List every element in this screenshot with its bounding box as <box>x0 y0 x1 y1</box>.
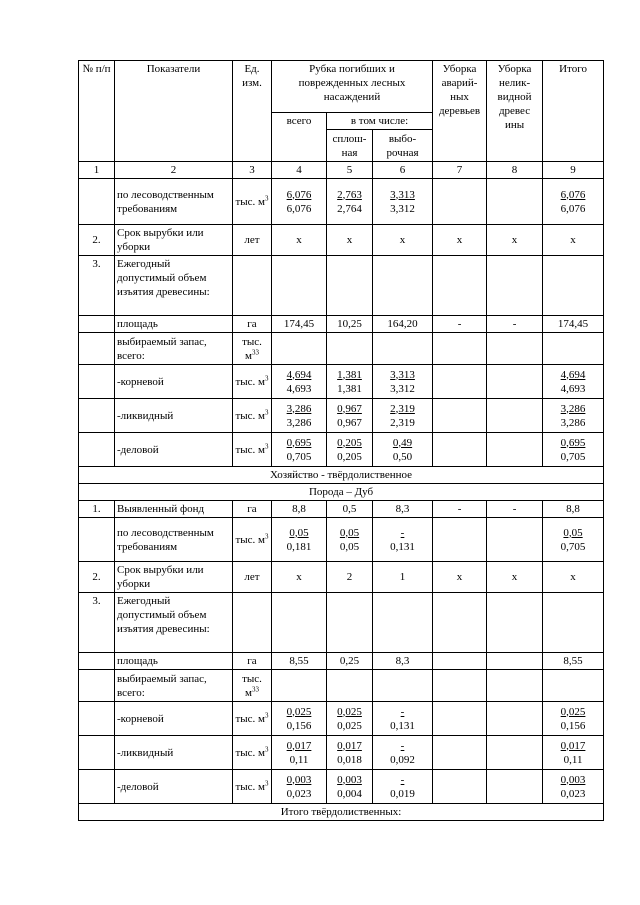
table-row: площадь га 8,55 0,25 8,3 8,55 <box>79 653 604 670</box>
table-row: по лесоводственным требованиям тыс. $м^3$ 0,05 0,181 0,05 0,05 - 0,131 0,05 0,705 <box>79 518 604 562</box>
header-illiquid: Уборка нелик-видной древес ины <box>487 61 543 162</box>
table-row: 2. Срок вырубки или уборки лет х х х х х х <box>79 225 604 256</box>
col-num-1: 1 <box>79 162 115 179</box>
col-num-4: 4 <box>272 162 327 179</box>
table-row: 2. Срок вырубки или уборки лет х 2 1 х х х <box>79 562 604 593</box>
header-indicators: Показатели <box>115 61 233 162</box>
table-row: 3. Ежегодный допустимый объем изъятия древесины: <box>79 256 604 316</box>
col-num-5: 5 <box>327 162 373 179</box>
header-num: № п/п <box>79 61 115 162</box>
table-row: -ликвидный тыс. $м^3$ 0,017 0,11 0,017 0,018 - 0,092 0,017 0,11 <box>79 736 604 770</box>
col-num-6: 6 <box>373 162 433 179</box>
col-num-2: 2 <box>115 162 233 179</box>
table-row: 1. Выявленный фонд га 8,8 0,5 8,3 - - 8,8 <box>79 501 604 518</box>
section-total: Итого твёрдолиственных: <box>79 804 604 821</box>
table-row: выбираемый запас, всего: тыс. $м^{33}$ <box>79 670 604 702</box>
section-farm-type: Хозяйство - твёрдолиственное <box>79 467 604 484</box>
table-row: выбираемый запас, всего: тыс. $м^{33}$ <box>79 333 604 365</box>
table-row: -деловой тыс. $м^3$ 0,003 0,023 0,003 0,004 - 0,019 0,003 0,023 <box>79 770 604 804</box>
table-row: площадь га 174,45 10,25 164,20 - - 174,45 <box>79 316 604 333</box>
table-row: -ликвидный тыс. $м^3$ 3,286 3,286 0,967 0,967 2,319 2,319 3,286 3,286 <box>79 399 604 433</box>
header-emergency: Уборка аварий-ных деревьев <box>433 61 487 162</box>
header-unit: Ед. изм. <box>233 61 272 162</box>
header-felling: Рубка погибших и поврежденных лесных насаждений <box>272 61 433 113</box>
header-total: Итого <box>543 61 604 162</box>
col-num-7: 7 <box>433 162 487 179</box>
table-row: -корневой тыс. $м^3$ 0,025 0,156 0,025 0,025 - 0,131 0,025 0,156 <box>79 702 604 736</box>
table-row: -деловой тыс. $м^3$ 0,695 0,705 0,205 0,205 0,49 0,50 0,695 0,705 <box>79 433 604 467</box>
header-selective: выбо-рочная <box>373 130 433 162</box>
header-including: в том числе: <box>327 113 433 130</box>
header-all: всего <box>272 113 327 162</box>
table-row: 3. Ежегодный допустимый объем изъятия древесины: <box>79 593 604 653</box>
col-num-8: 8 <box>487 162 543 179</box>
table-row: по лесоводственным требованиям тыс. $м^3$ 6,076 6,076 2,763 2,764 3,313 3,312 6,076 6,076 <box>79 179 604 225</box>
header-clear-cut: сплош-ная <box>327 130 373 162</box>
col-num-9: 9 <box>543 162 604 179</box>
section-species: Порода – Дуб <box>79 484 604 501</box>
col-num-3: 3 <box>233 162 272 179</box>
forestry-table <box>78 60 604 821</box>
table-row: -корневой тыс. $м^3$ 4,694 4,693 1,381 1,381 3,313 3,312 4,694 4,693 <box>79 365 604 399</box>
